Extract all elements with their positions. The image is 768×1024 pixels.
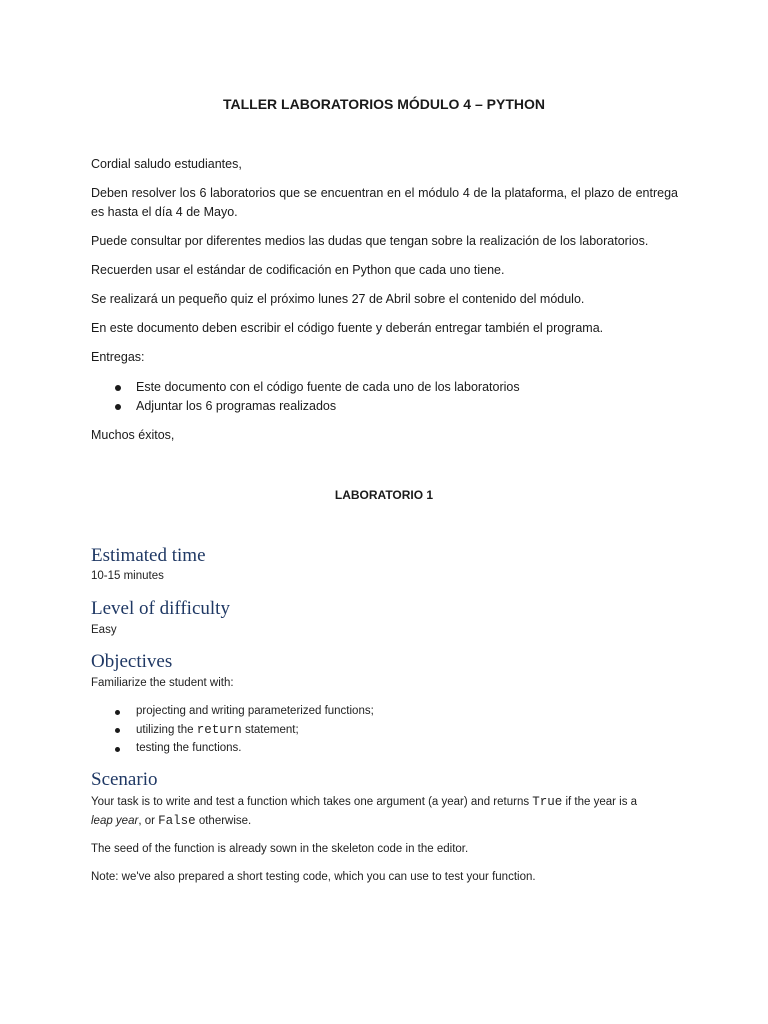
- difficulty-value: Easy: [91, 624, 117, 636]
- estimated-time-heading: Estimated time: [91, 545, 206, 566]
- scenario-text: if the year is a: [562, 796, 638, 808]
- objectives-intro: Familiarize the student with:: [91, 677, 234, 689]
- paragraph-submission: En este documento deben escribir el código fuente y deberán entregar también el programa.: [91, 321, 604, 335]
- paragraph-deadline: Deben resolver los 6 laboratorios que se encuentran en el módulo 4 de la plataforma, el plazo de entrega es hasta el día 4 de Mayo.: [91, 186, 678, 219]
- deliverables-label: Entregas:: [91, 350, 145, 364]
- document-title: TALLER LABORATORIOS MÓDULO 4 – PYTHON: [222, 96, 545, 112]
- scenario-text: otherwise.: [195, 815, 252, 827]
- difficulty-heading: Level of difficulty: [91, 598, 230, 619]
- bullet-icon: [115, 404, 121, 410]
- objective-text-suffix: statement;: [241, 724, 299, 736]
- estimated-time-value: 10-15 minutes: [91, 570, 164, 582]
- return-keyword: return: [196, 723, 242, 737]
- scenario-seed-note: The seed of the function is already sown in the skeleton code in the editor.: [91, 843, 469, 855]
- deliverable-text: Adjuntar los 6 programas realizados: [136, 399, 337, 413]
- lab-title: LABORATORIO 1: [334, 488, 434, 502]
- objectives-heading: Objectives: [91, 651, 173, 672]
- false-keyword: False: [158, 814, 196, 828]
- closing: Muchos éxitos,: [91, 428, 175, 442]
- objective-text: testing the functions.: [136, 742, 242, 754]
- scenario-line-1: [91, 795, 637, 809]
- paragraph-quiz: Se realizará un pequeño quiz el próximo lunes 27 de Abril sobre el contenido del módulo.: [91, 292, 585, 306]
- bullet-icon: [115, 728, 120, 733]
- scenario-testing-note: Note: we've also prepared a short testing code, which you can use to test your function.: [91, 871, 536, 883]
- leap-year-term: leap year: [91, 815, 139, 827]
- scenario-line-2: [91, 814, 251, 828]
- bullet-icon: [115, 747, 120, 752]
- objective-text: [136, 723, 299, 737]
- paragraph-questions: Puede consultar por diferentes medios las dudas que tengan sobre la realización de los laboratorios.: [91, 234, 649, 248]
- objective-text: projecting and writing parameterized functions;: [136, 705, 374, 717]
- objective-text-prefix: utilizing the: [136, 724, 197, 736]
- greeting: Cordial saludo estudiantes,: [91, 157, 242, 171]
- scenario-heading: Scenario: [91, 769, 158, 790]
- scenario-text: , or: [138, 815, 159, 827]
- bullet-icon: [115, 385, 121, 391]
- paragraph-standard: Recuerden usar el estándar de codificación en Python que cada uno tiene.: [91, 263, 505, 277]
- bullet-icon: [115, 710, 120, 715]
- scenario-text: Your task is to write and test a function which takes one argument (a year) and returns: [91, 796, 533, 808]
- true-keyword: True: [532, 795, 563, 809]
- deliverable-text: Este documento con el código fuente de cada uno de los laboratorios: [136, 380, 520, 394]
